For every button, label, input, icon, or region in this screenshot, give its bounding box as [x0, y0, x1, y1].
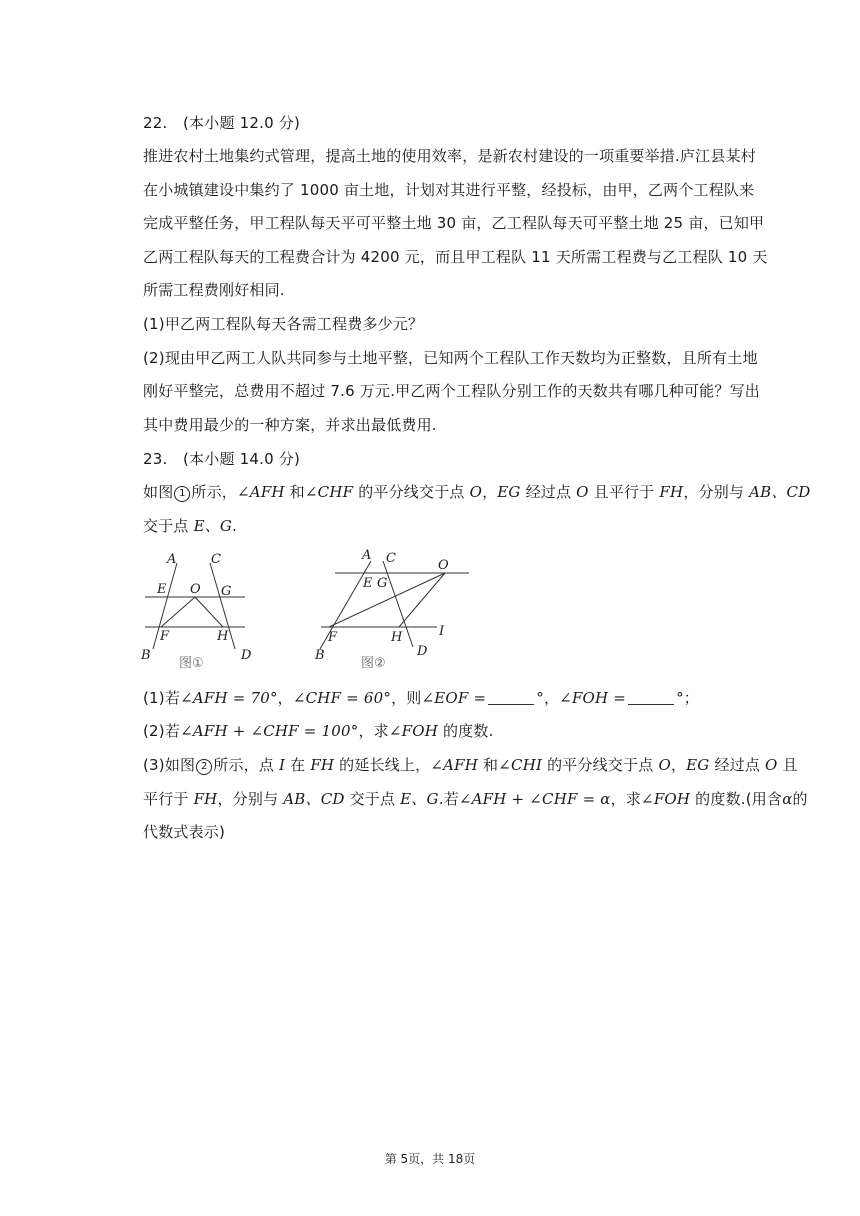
- math: AB、CD: [283, 790, 345, 808]
- label-d-2: D: [417, 644, 428, 659]
- text: 经过点: [520, 483, 577, 501]
- q22-header: [143, 113, 743, 133]
- bisector-ho: [195, 597, 223, 627]
- text: 且平行于: [588, 483, 660, 501]
- q22-text-line-3: 完成平整任务，甲工程队每天平可平整土地 30 亩，乙工程队每天可平整土地 25 亩，已知甲: [143, 214, 765, 232]
- q23-sub2: [143, 721, 743, 741]
- math: EG: [686, 756, 710, 774]
- q23-sub3-line-3: 代数式表示): [143, 823, 226, 841]
- label-h: H: [217, 629, 229, 644]
- math: ∠CHI: [498, 756, 543, 774]
- math: FH: [193, 790, 218, 808]
- math: α: [782, 790, 793, 808]
- q23-sub3-line-1: [143, 755, 798, 775]
- math: FH: [659, 483, 684, 501]
- text: .: [232, 517, 238, 535]
- q22-text-line-2: 在小城镇建设中集约了 1000 亩土地，计划对其进行平整，经投标，由甲，乙两个工程队来: [143, 181, 755, 199]
- math: E、G: [400, 790, 439, 808]
- text: 平行于: [143, 790, 194, 808]
- text: 所示，点: [213, 756, 280, 774]
- label-e: E: [157, 582, 167, 597]
- q22-text-line-1: 推进农村土地集约式管理，提高土地的使用效率，是新农村建设的一项重要举措.庐江县某村: [143, 147, 756, 165]
- q22-text-line-5: 所需工程费刚好相同.: [143, 281, 285, 299]
- math: ∠AFH + ∠CHF = α: [458, 790, 611, 808]
- text: ，则: [391, 689, 422, 707]
- math: ∠CHF: [304, 483, 354, 501]
- q23-number: 23.: [143, 450, 168, 468]
- label-c: C: [211, 552, 221, 567]
- math: FH: [310, 756, 335, 774]
- text: (3)如图: [143, 756, 196, 774]
- q22-number: 22.: [143, 114, 168, 132]
- math: ∠CHF = 60°: [292, 689, 392, 707]
- q22-sub2-line-1: (2)现由甲乙两工人队共同参与土地平整，已知两个工程队工作天数均为正整数，且所有土地: [143, 349, 758, 367]
- text: ，分别与: [217, 790, 284, 808]
- math: AB、CD: [749, 483, 811, 501]
- label-a: A: [167, 552, 177, 567]
- q23-header: [143, 449, 743, 469]
- math: ∠AFH: [430, 756, 479, 774]
- text: 交于点: [143, 517, 194, 535]
- label-b: B: [141, 648, 151, 663]
- label-e-2: E: [363, 576, 373, 591]
- text: 的度数.(用含: [690, 790, 783, 808]
- math: O: [765, 756, 778, 774]
- text: 且: [777, 756, 798, 774]
- math: ∠AFH: [237, 483, 285, 501]
- text: 和: [478, 756, 499, 774]
- text: (1)若: [143, 689, 181, 707]
- figure-1-mark: 1: [174, 486, 190, 502]
- label-f-2: F: [328, 630, 338, 645]
- q23-sub1: [143, 688, 743, 708]
- geometry-figures: [135, 545, 485, 675]
- text: 的度数.: [438, 722, 494, 740]
- math: ∠FOH: [641, 790, 691, 808]
- bisector-ho-2: [399, 573, 445, 627]
- text: 的平分线交于点: [542, 756, 659, 774]
- figure-2-mark: 2: [196, 759, 212, 775]
- label-o-2: O: [438, 558, 449, 573]
- label-d: D: [241, 648, 252, 663]
- math: ∠AFH = 70°: [180, 689, 278, 707]
- label-g: G: [221, 584, 232, 599]
- math: ∠AFH + ∠CHF = 100°: [180, 722, 359, 740]
- math: ∠FOH =: [559, 689, 627, 707]
- text: ，求: [358, 722, 389, 740]
- text: 所示，: [191, 483, 238, 501]
- label-i-2: I: [439, 624, 445, 639]
- math: ∠FOH: [388, 722, 438, 740]
- q23-sub3-line-2: [143, 789, 808, 809]
- text: 的平分线交于点: [353, 483, 470, 501]
- label-a-2: A: [362, 548, 372, 563]
- text: ，: [482, 483, 498, 501]
- label-f: F: [160, 629, 170, 644]
- math: O: [469, 483, 483, 501]
- figure-2-caption: 图②: [361, 656, 386, 671]
- text: °，: [536, 689, 560, 707]
- q22-text-line-4: 乙两工程队每天的工程费合计为 4200 元，而且甲工程队 11 天所需工程费与乙工程队 10 天: [143, 248, 768, 266]
- text: 的: [792, 790, 808, 808]
- label-o: O: [190, 582, 201, 597]
- math: O: [658, 756, 671, 774]
- q23-intro-line-1: [143, 482, 811, 502]
- text: °；: [676, 689, 699, 707]
- math: EG: [497, 483, 521, 501]
- q23-score: (本小题 14.0 分): [183, 450, 301, 468]
- text: 经过点: [709, 756, 766, 774]
- text: ，求: [610, 790, 642, 808]
- label-h-2: H: [391, 630, 403, 645]
- math: ∠EOF =: [421, 689, 487, 707]
- text: (2)若: [143, 722, 181, 740]
- label-b-2: B: [315, 648, 325, 663]
- q23-intro-line-2: [143, 516, 743, 536]
- q22-sub1: (1)甲乙两工程队每天各需工程费多少元？: [143, 315, 424, 333]
- q22-sub2-line-3: 其中费用最少的一种方案，并求出最低费用.: [143, 416, 437, 434]
- text: 和: [284, 483, 305, 501]
- math: O: [576, 483, 589, 501]
- answer-blank-eof[interactable]: [488, 690, 534, 705]
- text: 的延长线上，: [334, 756, 431, 774]
- q22-score: (本小题 12.0 分): [183, 114, 301, 132]
- math: E、G: [193, 517, 233, 535]
- text: 在: [285, 756, 311, 774]
- answer-blank-foh[interactable]: [628, 690, 674, 705]
- text: ，: [670, 756, 687, 774]
- text: .若: [438, 790, 459, 808]
- label-c-2: C: [386, 551, 396, 566]
- text: ，: [277, 689, 293, 707]
- q22-sub2-line-2: 刚好平整完，总费用不超过 7.6 万元.甲乙两个工程队分别工作的天数共有哪几种可能？写出: [143, 382, 760, 400]
- text: 如图: [143, 483, 174, 501]
- label-g-2: G: [377, 576, 388, 591]
- text: 交于点: [344, 790, 401, 808]
- figure-1-caption: 图①: [179, 656, 204, 671]
- math: I: [279, 756, 286, 774]
- page-footer: 第 5页，共 18页: [384, 1152, 476, 1166]
- text: ，分别与: [683, 483, 750, 501]
